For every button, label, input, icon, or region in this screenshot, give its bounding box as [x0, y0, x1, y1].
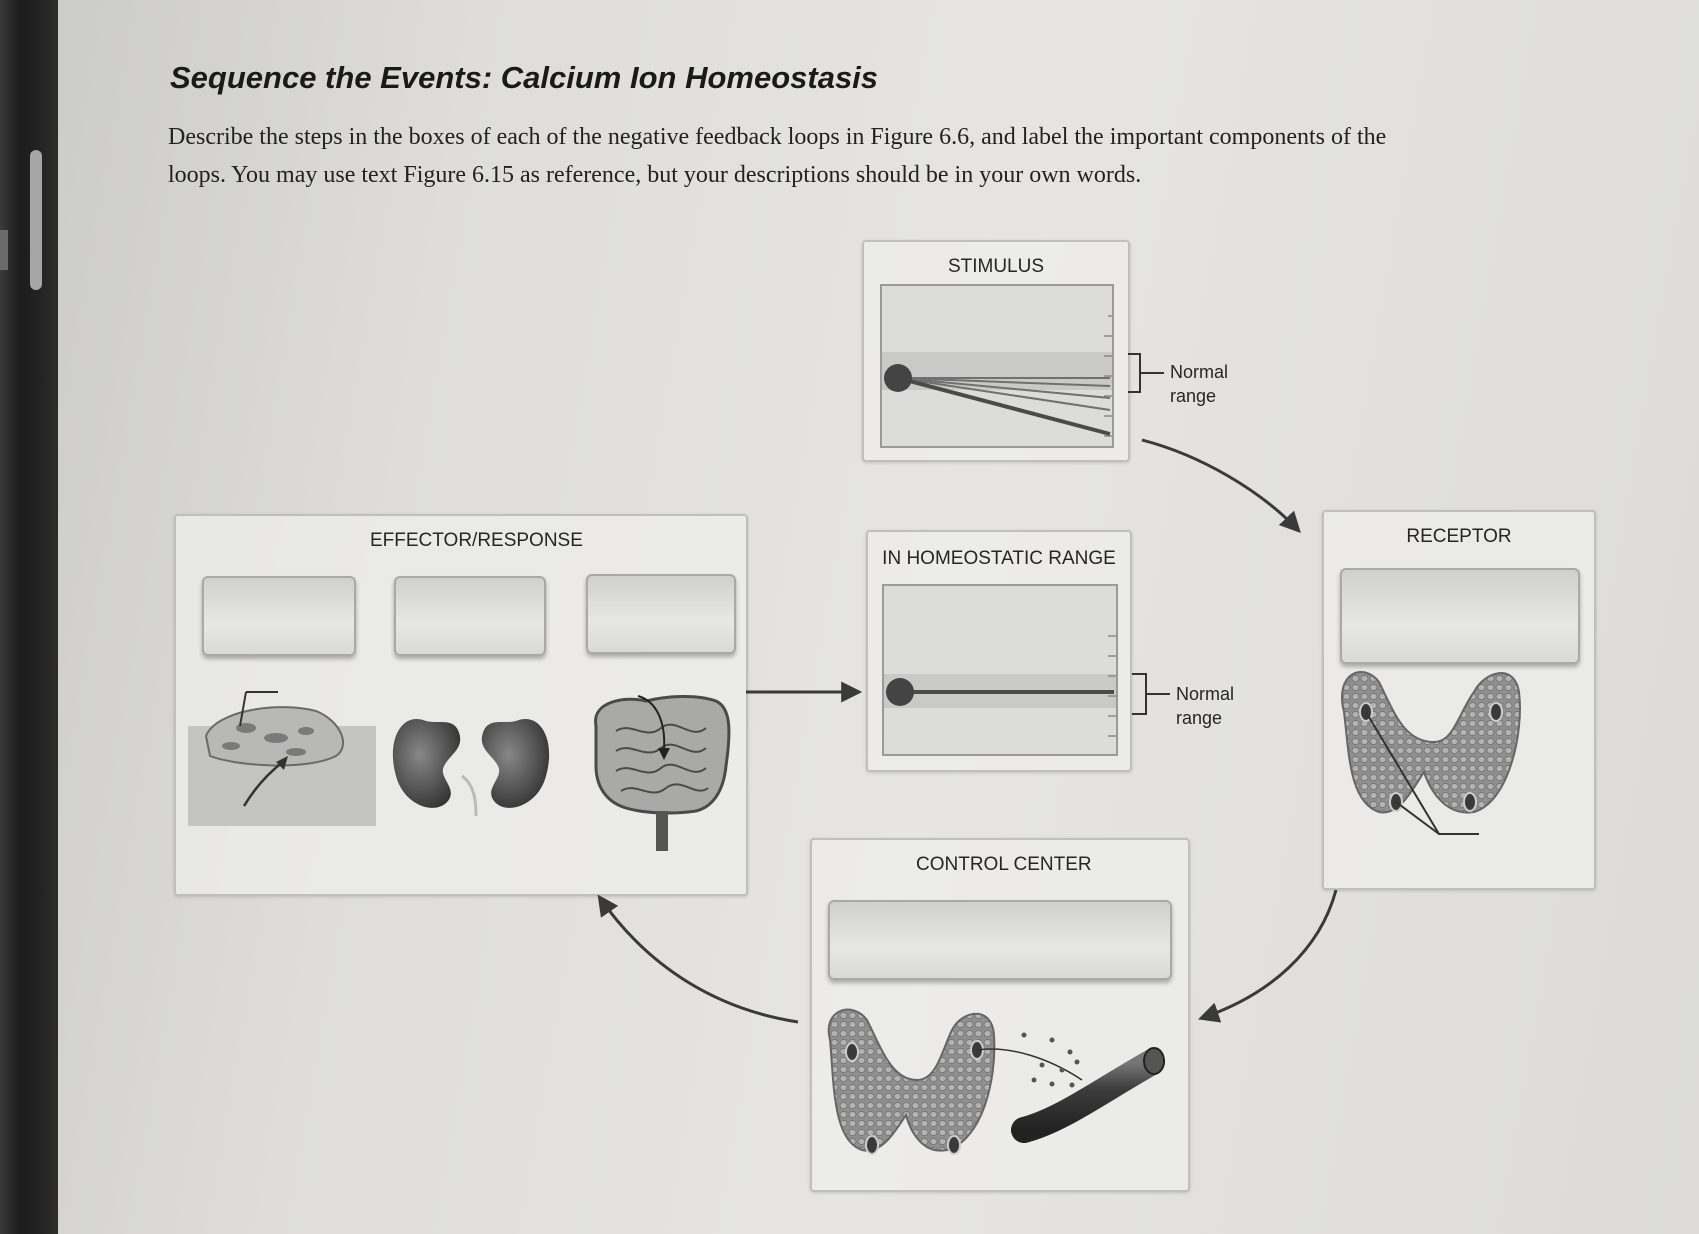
stimulus-title: STIMULUS [947, 256, 1045, 277]
homeostatic-title: IN HOMEOSTATIC RANGE [882, 548, 1116, 569]
homeostatic-graph-lines [884, 586, 1116, 754]
normal-range-label-2: Normal range [1176, 684, 1235, 728]
stimulus-graph [880, 284, 1114, 448]
scrollbar-thumb[interactable] [30, 150, 42, 290]
intestine-icon [176, 516, 746, 894]
homeostatic-panel [866, 530, 1132, 772]
blood-vessel-icon [812, 840, 1188, 1190]
page-title: Sequence the Events: Calcium Ion Homeostasis [170, 60, 879, 95]
stimulus-graph-lines [882, 286, 1112, 446]
receptor-panel [1322, 510, 1596, 890]
homeostatic-graph [882, 584, 1118, 756]
control-center-title: CONTROL CENTER [916, 854, 1092, 875]
control-center-panel [810, 838, 1190, 1192]
arrow-receptor-to-control [1202, 890, 1336, 1018]
arrow-stimulus-to-receptor [1142, 440, 1298, 530]
window-edge [0, 230, 8, 270]
instructions-text: Describe the steps in the boxes of each of the negative feedback loops in Figure 6.6, and label the important components of the loops. You may use text Figure 6.15 as reference, but your descriptions should be in your own words. [168, 124, 1387, 188]
effector-title: EFFECTOR/RESPONSE [370, 530, 583, 551]
screen-bezel [0, 0, 58, 1234]
receptor-title: RECEPTOR [1406, 526, 1512, 547]
stimulus-panel [862, 240, 1130, 462]
thyroid-gland-icon [1324, 512, 1594, 888]
normal-range-label-1: Normal range [1170, 362, 1229, 406]
effector-panel [174, 514, 748, 896]
arrow-control-to-effector [600, 898, 798, 1022]
